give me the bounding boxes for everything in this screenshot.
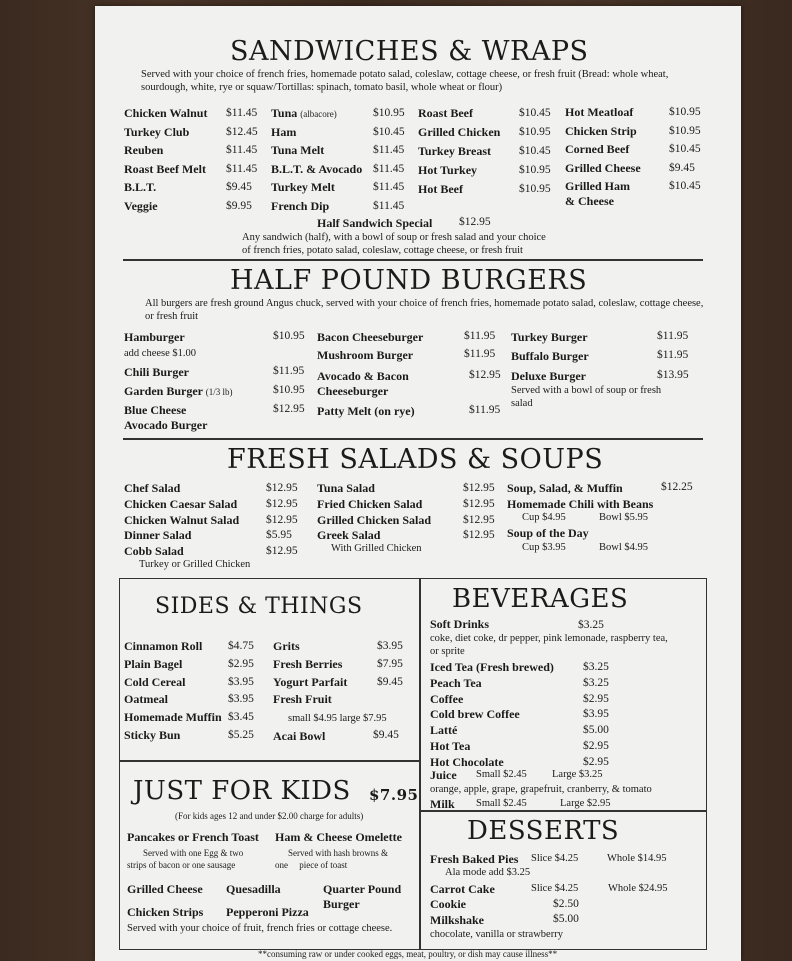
item-price: $2.95 <box>583 740 609 752</box>
item-price: $12.95 <box>463 529 495 542</box>
item-name-text: Grits <box>273 639 300 653</box>
whole-price: Whole $14.95 <box>607 853 667 864</box>
item-name <box>271 143 324 158</box>
item-name <box>124 481 180 496</box>
item-name-text: Hot Chocolate <box>430 754 504 769</box>
item-name <box>124 675 185 690</box>
item-name-text: Chicken Caesar Salad <box>124 496 238 511</box>
item-name-text: Iced Tea (Fresh brewed) <box>430 660 554 674</box>
item-price: $5.95 <box>266 529 292 542</box>
item-price: $11.45 <box>373 144 405 156</box>
item-name <box>565 161 641 176</box>
item-name-text: Turkey Melt <box>271 180 335 194</box>
item-price: $12.95 <box>266 482 298 494</box>
divider <box>123 438 703 440</box>
item-price: $11.95 <box>469 404 501 416</box>
item-note: (1/3 lb) <box>205 387 233 397</box>
kids-price: $7.95 <box>369 786 419 804</box>
item-name <box>271 106 337 121</box>
item-name <box>271 180 335 195</box>
item-name-text: Grilled Ham <box>565 179 630 193</box>
small-price: Small $2.45 <box>476 769 527 780</box>
item-name: Acai Bowl <box>273 729 326 743</box>
item-name: Chicken Strips <box>127 905 204 919</box>
item-name <box>271 199 329 214</box>
item-name <box>418 144 491 159</box>
item-name: Bacon Cheeseburger <box>317 330 424 344</box>
item-name-text: Reuben <box>124 143 164 157</box>
item-price: $11.95 <box>273 365 305 377</box>
item-name-text: Fresh Berries <box>273 656 343 671</box>
item-name-text: Hot Beef <box>418 182 463 196</box>
item-name: Grilled Cheese <box>127 882 203 896</box>
item-name-text: Corned Beef <box>565 142 630 156</box>
item-price: $12.95 <box>266 497 298 510</box>
item-price: $11.95 <box>464 330 496 342</box>
item-name <box>124 125 189 140</box>
cup-price: Cup $3.95 <box>522 542 566 553</box>
item-name: Patty Melt (on rye) <box>317 404 415 418</box>
item-name <box>124 710 222 725</box>
item-price: $9.45 <box>669 161 695 174</box>
item-name: Buffalo Burger <box>511 349 589 363</box>
item-price: $3.25 <box>578 619 604 631</box>
item-name <box>124 106 207 121</box>
menu-sheet <box>95 6 741 961</box>
item-price: $2.95 <box>583 692 609 705</box>
item-price: $10.95 <box>519 164 551 176</box>
item-name-text: Tuna Melt <box>271 143 325 157</box>
item-price: $12.95 <box>463 497 495 510</box>
item-name <box>273 675 347 690</box>
cup-price: Cup $4.95 <box>522 512 566 523</box>
item-price: $7.95 <box>377 657 403 670</box>
item-note: coke, diet coke, dr pepper, pink lemonade, raspberry tea, <box>430 633 668 644</box>
item-name <box>565 142 629 157</box>
item-name-text: Roast Beef <box>418 106 473 120</box>
bowl-price: Bowl $4.95 <box>599 542 649 553</box>
item-name <box>124 384 233 399</box>
burgers-description: All burgers are fresh ground Angus chuck, served with your choice of french fries, homemade potato salad, coleslaw, cottage cheese, or fresh fruit <box>145 298 704 322</box>
item-name <box>124 528 191 543</box>
item-name-text: Latté <box>430 723 458 738</box>
item-price: $9.45 <box>226 181 252 193</box>
item-name <box>124 180 156 195</box>
slice-price: Slice $4.25 <box>531 853 579 864</box>
item-name: Deluxe Burger <box>511 369 586 383</box>
item-name <box>430 660 554 675</box>
sides-title: SIDES & THINGS <box>155 594 363 619</box>
item-name-text: Peach Tea <box>430 675 482 690</box>
half-sandwich-special-name: Half Sandwich Special <box>317 216 433 230</box>
item-price: $11.45 <box>226 107 258 119</box>
item-price: $10.95 <box>669 106 701 118</box>
item-name-text: Veggie <box>124 198 158 213</box>
footer-disclaimer: **consuming raw or under cooked eggs, meat, poultry, or dish may cause illness** <box>258 949 558 959</box>
item-note: add cheese $1.00 <box>124 348 197 359</box>
item-name: Juice <box>430 768 457 782</box>
item-price: $12.95 <box>266 545 298 558</box>
half-sandwich-special-desc-2: of french fries, potato salad, coleslaw, cottage cheese, or fresh fruit <box>242 245 523 256</box>
divider <box>123 259 703 261</box>
item-note: Served with a bowl of soup or fresh <box>511 385 662 396</box>
item-name <box>565 105 633 120</box>
item-name <box>124 513 239 528</box>
item-name <box>271 125 296 140</box>
item-name-line-2: Avocado Burger <box>124 418 208 432</box>
item-price: $11.45 <box>226 144 258 156</box>
item-price: $9.45 <box>377 675 403 688</box>
item-name: Blue Cheese <box>124 403 187 417</box>
item-note: With Grilled Chicken <box>331 543 422 554</box>
item-name: Chili Burger <box>124 365 189 379</box>
item-name-text: Cold brew Coffee <box>430 707 520 722</box>
item-name <box>430 692 463 707</box>
item-price: $11.45 <box>373 199 405 212</box>
item-price: $10.45 <box>519 145 551 157</box>
item-name-text: Grilled Chicken Salad <box>317 512 432 527</box>
item-name-text: Coffee <box>430 691 464 706</box>
item-name-text: Turkey Club <box>124 124 190 139</box>
desserts-title: DESSERTS <box>467 816 620 846</box>
item-note: strips of bacon or one sausage <box>127 860 236 870</box>
item-name-text: Yogurt Parfait <box>273 674 348 689</box>
item-name-text: Chicken Strip <box>565 123 637 138</box>
item-price: $11.95 <box>657 330 689 342</box>
item-name-text: Hot Tea <box>430 739 471 753</box>
item-name-text: Homemade Muffin <box>124 710 222 725</box>
item-price: $10.95 <box>373 107 405 119</box>
item-name <box>124 199 158 214</box>
item-name-text: B.L.T. & Avocado <box>271 161 363 176</box>
item-price: $12.95 <box>273 403 305 415</box>
item-name: Soup of the Day <box>507 526 589 540</box>
salads-title: FRESH SALADS & SOUPS <box>227 444 604 475</box>
item-price: $12.95 <box>463 482 495 494</box>
item-price: $10.45 <box>669 180 701 192</box>
item-name-text: Sticky Bun <box>124 728 181 742</box>
item-price: $2.50 <box>553 898 579 910</box>
item-price: $12.95 <box>469 369 501 381</box>
item-note: (albacore) <box>300 109 337 119</box>
item-price: $5.25 <box>228 729 254 741</box>
item-price: $11.95 <box>464 348 496 360</box>
item-name <box>430 723 457 738</box>
item-price: $11.45 <box>226 162 258 175</box>
item-name: Milk <box>430 797 455 811</box>
item-price: $3.95 <box>377 640 403 652</box>
item-price: $9.95 <box>226 199 252 212</box>
item-price: $9.45 <box>373 729 399 741</box>
item-name-text: Dinner Salad <box>124 528 192 543</box>
item-name: Mushroom Burger <box>317 348 414 362</box>
item-note: chocolate, vanilla or strawberry <box>430 929 563 940</box>
item-name: Carrot Cake <box>430 882 495 896</box>
item-name <box>317 497 422 512</box>
item-note: Turkey or Grilled Chicken <box>139 559 251 570</box>
item-name: Fresh Baked Pies <box>430 852 519 866</box>
kids-subtitle: (For kids ages 12 and under $2.00 charge for adults) <box>175 811 364 821</box>
item-price: $3.25 <box>583 661 609 673</box>
item-name-text: Hot Meatloaf <box>565 105 634 119</box>
item-price: $12.95 <box>463 513 495 526</box>
item-price: $2.95 <box>228 657 254 670</box>
item-name <box>418 125 500 140</box>
item-price: $11.95 <box>657 349 689 361</box>
item-name <box>124 497 237 512</box>
item-price: $12.25 <box>661 481 693 493</box>
item-name-text: Tuna <box>271 106 298 120</box>
kids-footer-note: Served with your choice of fruit, french fries or cottage cheese. <box>127 923 393 934</box>
item-name: Soft Drinks <box>430 617 490 631</box>
item-name: Pancakes or French Toast <box>127 830 259 844</box>
item-name <box>271 162 362 177</box>
item-name-text: B.L.T. <box>124 180 157 194</box>
burgers-title: HALF POUND BURGERS <box>230 265 588 296</box>
item-name <box>273 692 332 707</box>
kids-title: JUST FOR KIDS <box>133 776 351 806</box>
item-name <box>418 182 463 197</box>
item-name: Avocado & Bacon <box>317 369 409 383</box>
item-name: Hamburger <box>124 330 185 344</box>
whole-price: Whole $24.95 <box>608 883 668 894</box>
sandwiches-title: SANDWICHES & WRAPS <box>230 36 589 67</box>
item-price: $3.95 <box>228 675 254 688</box>
item-name-line-2: Burger <box>323 897 360 911</box>
item-name: Ham & Cheese Omelette <box>275 830 402 844</box>
item-name <box>273 657 342 672</box>
item-price: $3.95 <box>228 693 254 706</box>
item-price: $10.45 <box>373 125 405 138</box>
item-name: Milkshake <box>430 913 485 927</box>
item-name-text: Hot Turkey <box>418 163 478 177</box>
item-name-text: Chef Salad <box>124 481 181 495</box>
item-name-text: Cinnamon Roll <box>124 639 203 653</box>
large-price: Large $2.95 <box>560 798 611 809</box>
item-name-line-2: & Cheese <box>565 194 614 208</box>
fresh-fruit-sizes: small $4.95 large $7.95 <box>288 713 387 724</box>
item-price: $13.95 <box>657 369 689 381</box>
item-name: Quesadilla <box>226 882 281 896</box>
item-price: $5.00 <box>553 913 579 925</box>
item-note-line-2: salad <box>511 398 533 409</box>
item-name <box>317 481 375 496</box>
item-note: Served with one Egg & two <box>143 848 244 858</box>
item-name <box>124 162 206 177</box>
item-name <box>317 528 380 543</box>
half-sandwich-special-desc: Any sandwich (half), with a bowl of soup or fresh salad and your choice <box>242 232 546 243</box>
item-name <box>124 544 184 559</box>
item-name-text: Turkey Breast <box>418 144 492 158</box>
item-name-text: Roast Beef Melt <box>124 161 206 176</box>
sandwiches-description: Served with your choice of french fries, homemade potato salad, coleslaw, cottage cheese, or fresh fruit (Bread: whole wheat, sourdough, white, rye or squaw/Tortillas: spinach, tomato basil, whole wheat or flour) <box>141 69 669 93</box>
item-name <box>124 639 202 654</box>
item-name-text: Chicken Walnut Salad <box>124 512 240 527</box>
item-note: Served with hash browns & <box>288 848 388 858</box>
item-name <box>565 124 637 139</box>
item-name <box>124 657 182 672</box>
beverages-title: BEVERAGES <box>452 584 629 614</box>
item-name <box>124 143 163 158</box>
item-name: Homemade Chili with Beans <box>507 497 654 511</box>
item-name <box>317 513 431 528</box>
item-name-text: Chicken Walnut <box>124 106 208 120</box>
item-note: orange, apple, grape, grapefruit, cranberry, & tomato <box>430 784 652 795</box>
item-name-text: Plain Bagel <box>124 656 183 671</box>
item-price: $12.45 <box>226 125 258 138</box>
item-name: Soup, Salad, & Muffin <box>507 481 623 495</box>
item-name: Quarter Pound <box>323 882 402 896</box>
item-name-text: Tuna Salad <box>317 481 375 495</box>
item-name-text: Cobb Salad <box>124 544 184 559</box>
item-price: $3.45 <box>228 711 254 724</box>
item-price: $3.25 <box>583 676 609 689</box>
item-name <box>565 179 630 194</box>
item-price: $10.45 <box>519 107 551 119</box>
item-price: $10.95 <box>273 384 305 396</box>
item-price: $10.95 <box>519 126 551 138</box>
item-note: or sprite <box>430 646 465 657</box>
item-name-text: French Dip <box>271 198 330 213</box>
slice-price: Slice $4.25 <box>531 883 579 894</box>
item-name-text: Greek Salad <box>317 528 381 543</box>
item-name <box>430 739 470 754</box>
item-note: Ala mode add $3.25 <box>445 867 531 878</box>
item-name: Cookie <box>430 897 466 911</box>
item-name-line-2: Cheeseburger <box>317 384 389 398</box>
item-price: $10.95 <box>273 330 305 342</box>
item-note: one piece of toast <box>275 860 348 870</box>
item-price: $11.45 <box>373 162 405 175</box>
item-name <box>418 163 477 178</box>
item-price: $10.95 <box>519 183 551 195</box>
item-name <box>273 639 300 654</box>
item-name-text: Cold Cereal <box>124 674 186 689</box>
item-price: $10.45 <box>669 143 701 155</box>
item-name: Turkey Burger <box>511 330 588 344</box>
large-price: Large $3.25 <box>552 769 603 780</box>
item-name <box>430 707 520 722</box>
item-name-text: Garden Burger <box>124 384 203 398</box>
item-name-text: Oatmeal <box>124 692 168 707</box>
item-price: $4.75 <box>228 640 254 652</box>
item-name <box>418 106 473 121</box>
item-price: $11.45 <box>373 181 405 193</box>
item-name-text: Fried Chicken Salad <box>317 496 423 511</box>
item-price: $2.95 <box>583 755 609 768</box>
item-name-text: Grilled Chicken <box>418 125 501 139</box>
item-name-text: Ham <box>271 124 297 139</box>
item-name-text: Grilled Cheese <box>565 160 641 175</box>
small-price: Small $2.45 <box>476 798 527 809</box>
item-name <box>124 728 180 743</box>
item-price: $10.95 <box>669 124 701 137</box>
item-name: Pepperoni Pizza <box>226 905 309 919</box>
half-sandwich-special-price: $12.95 <box>459 216 491 228</box>
bowl-price: Bowl $5.95 <box>599 512 649 523</box>
item-price: $3.95 <box>583 708 609 721</box>
item-price: $12.95 <box>266 513 298 526</box>
item-name <box>124 692 168 707</box>
item-name-text: Fresh Fruit <box>273 692 332 707</box>
item-name <box>430 676 482 691</box>
item-price: $5.00 <box>583 724 609 737</box>
